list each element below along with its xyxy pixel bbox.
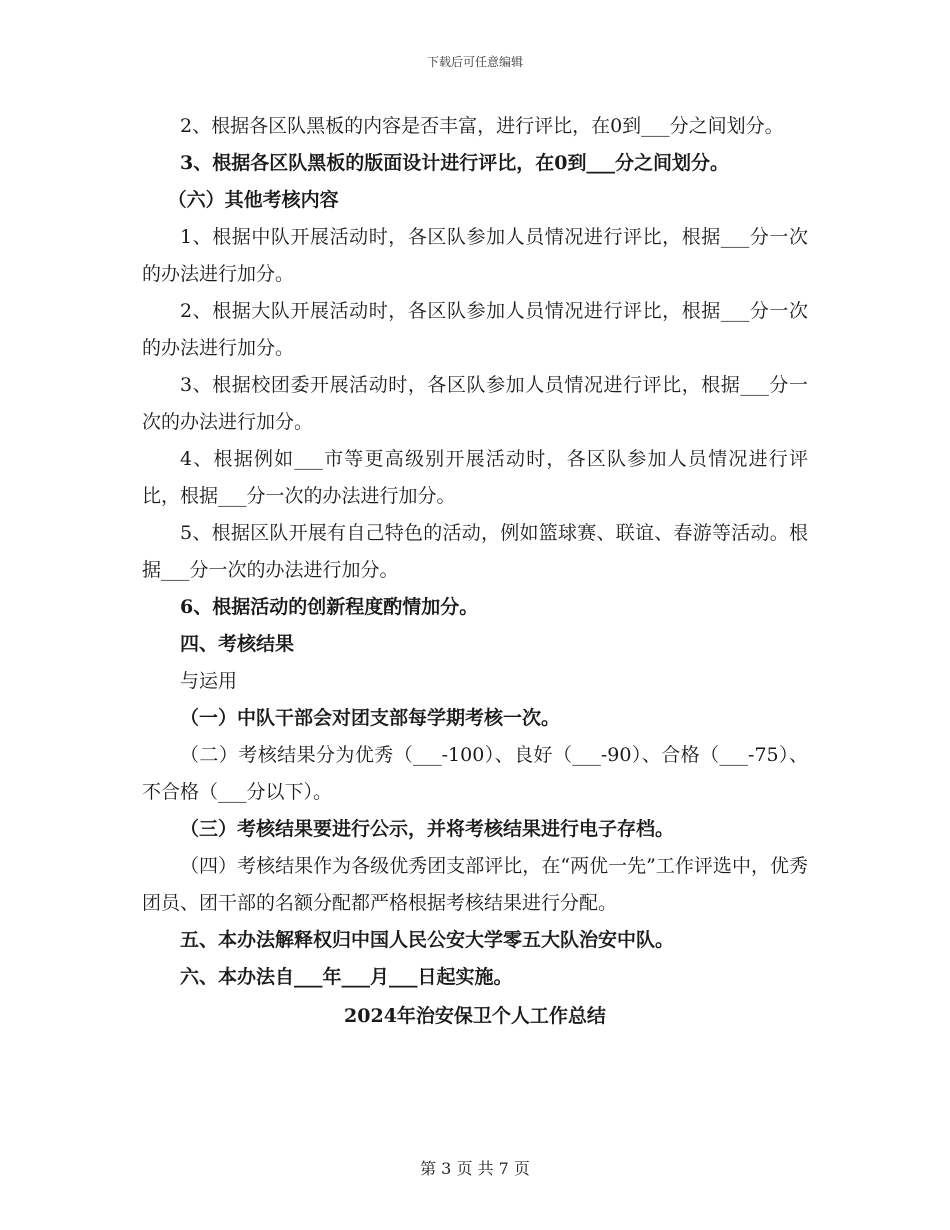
paragraph: 1、根据中队开展活动时，各区队参加人员情况进行评比，根据___分一次的办法进行加分。 [142,226,808,285]
paragraph: （一）中队干部会对团支部每学期考核一次。 [180,707,561,729]
paragraph: 2、根据各区队黑板的内容是否丰富，进行评比，在0到___分之间划分。 [180,115,784,137]
section-heading: 四、考核结果 [180,633,295,655]
paragraph: 2、根据大队开展活动时，各区队参加人员情况进行评比，根据___分一次的办法进行加分。 [142,300,808,359]
paragraph: （二）考核结果分为优秀（___-100）、良好（___-90）、合格（___-75）、不合格（___分以下）。 [142,744,808,803]
paragraph: 5、根据区队开展有自己特色的活动，例如篮球赛、联谊、春游等活动。根据___分一次的办法进行加分。 [142,522,808,581]
section-heading: （六）其他考核内容 [167,189,339,211]
paragraph: 3、根据校团委开展活动时，各区队参加人员情况进行评比，根据___分一次的办法进行加分。 [142,374,808,433]
document-body [142,108,808,1035]
paragraph: 4、根据例如___市等更高级别开展活动时，各区队参加人员情况进行评比，根据___分一次的办法进行加分。 [142,448,808,507]
paragraph: 五、本办法解释权归中国人民公安大学零五大队治安中队。 [180,929,675,951]
paragraph: （三）考核结果要进行公示，并将考核结果进行电子存档。 [180,818,675,840]
paragraph: （四）考核结果作为各级优秀团支部评比，在“两优一先”工作评选中，优秀团员、团干部的名额分配都严格根据考核结果进行分配。 [142,855,808,914]
paragraph: 六、本办法自___年___月___日起实施。 [180,966,513,988]
document-title: 2024年治安保卫个人工作总结 [344,1005,606,1027]
paragraph: 与运用 [180,670,238,692]
paragraph: 6、根据活动的创新程度酌情加分。 [180,596,479,618]
paragraph: 3、根据各区队黑板的版面设计进行评比，在0到___分之间划分。 [180,152,729,174]
page-header: 下载后可任意编辑 [426,55,523,69]
page-footer: 第 3 页 共 7 页 [420,1159,530,1178]
